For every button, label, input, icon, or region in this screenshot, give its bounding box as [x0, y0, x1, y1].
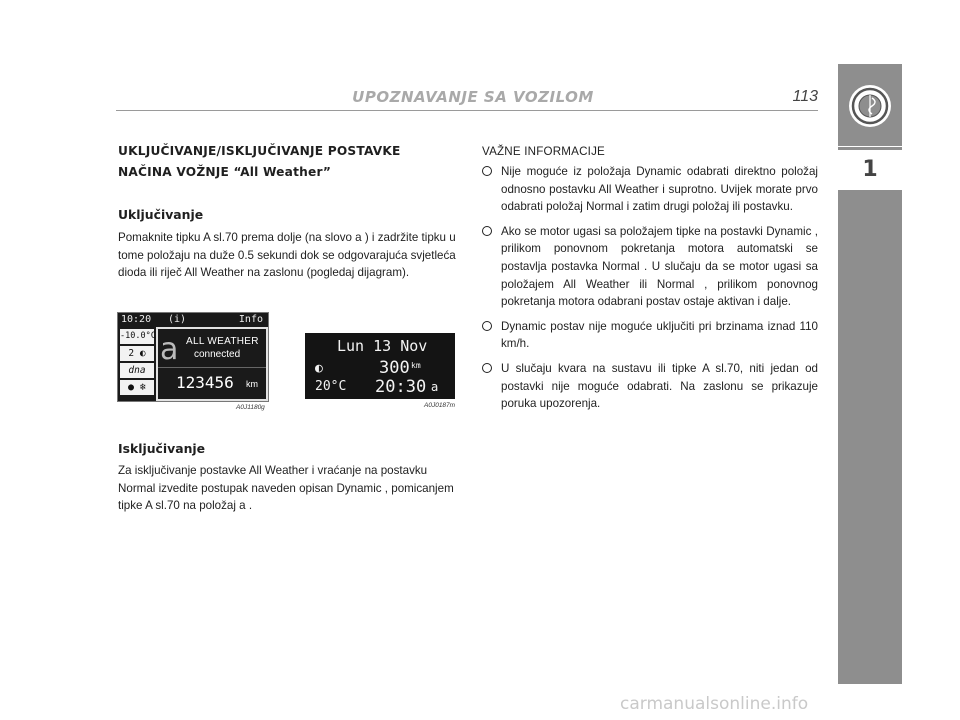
on-subheading: Uključivanje — [118, 207, 204, 222]
list-item — [482, 223, 818, 311]
watermark: carmanualsonline.info — [620, 694, 809, 714]
display2-range: 300 — [379, 358, 410, 378]
display1-odometer-unit: km — [246, 379, 258, 389]
off-paragraph: Za isključivanje postavke All Weather i vraćanje na postavku Normal izvedite postupak naveden opisan Dynamic , pomicanjem tipke A sl.70 na položaj a . — [118, 464, 454, 513]
display1-mode-letter: a — [160, 332, 179, 367]
brand-emblem-icon — [851, 87, 889, 125]
important-info-list — [482, 163, 818, 420]
instrument-display-2 — [305, 333, 455, 399]
display1-gear-indicator — [120, 346, 154, 361]
snowflake-icon: ❄ — [140, 382, 147, 393]
list-item — [482, 360, 818, 413]
display1-divider — [158, 367, 266, 368]
section-heading-line1: UKLJUČIVANJE/ISKLJUČIVANJE POSTAVKE — [118, 144, 401, 158]
headlight-icon: ◐ — [139, 348, 146, 359]
bullet-circle-icon — [482, 363, 492, 373]
running-header-title: UPOZNAVANJE SA VOZILOM — [352, 88, 594, 106]
off-subheading: Isključivanje — [118, 441, 206, 456]
bullet-circle-icon — [482, 226, 492, 236]
display1-info-label: Info — [238, 314, 263, 325]
display2-time: 20:30 — [375, 377, 427, 397]
display1-left-panel — [118, 327, 156, 401]
list-item — [482, 318, 818, 353]
bullet-text: Nije moguće iz položaja Dynamic odabrati direktno položaj odnosno postavku All Weather i suprotno. Uvijek morate prvo odabrati položaj Normal i zatim drugi položaj ili postavku. — [501, 165, 818, 214]
display2-caption: A0J0187m — [424, 402, 456, 409]
bullet-text: Dynamic postav nije moguće uključiti pri brzinama iznad 110 km/h. — [501, 319, 818, 351]
display2-range-unit: km — [411, 361, 421, 370]
display2-fuel-icon: ◐ — [315, 361, 323, 376]
display1-odometer: 123456 — [176, 373, 234, 392]
section-heading — [118, 141, 458, 183]
tab-separator — [838, 146, 902, 147]
display2-date: Lun 13 Nov — [337, 337, 428, 355]
bullet-circle-icon — [482, 321, 492, 331]
car-icon: ● — [127, 382, 134, 393]
bullet-text: Ako se motor ugasi sa položajem tipke na postavki Dynamic , prilikom ponovnom pokretanja motora automatski se postavlja postavka Normal . U slučaju da se motor ugasi sa položajem All Weather ili Normal , prilikom ponovnog pokretanja motora odabrani postav ostaje aktivan i dalje. — [501, 224, 818, 309]
header-rule — [116, 110, 818, 111]
gear-number: 2 — [128, 348, 135, 359]
on-paragraph: Pomaknite tipku A sl.70 prema dolje (na slovo a ) i zadržite tipku u tome položaju na duže 0.5 sekundi dok se odgovarajuća svjetleća dioda ili riječ All Weather na zaslonu (pogledaj dijagram). — [118, 231, 456, 280]
display1-warning-icons — [120, 380, 154, 395]
bullet-circle-icon — [482, 166, 492, 176]
display2-mode-letter: a — [431, 380, 439, 394]
chapter-number: 1 — [838, 150, 902, 190]
important-info-heading: VAŽNE INFORMACIJE — [482, 145, 605, 158]
section-heading-line2: NAČINA VOŽNJE “All Weather” — [118, 165, 332, 179]
display2-temp: 20°C — [315, 379, 347, 394]
display1-top-bar — [118, 313, 268, 327]
display1-mode-line2: connected — [194, 349, 241, 360]
display1-main-panel — [158, 329, 266, 399]
list-item — [482, 163, 818, 216]
display1-time: 10:20 — [121, 314, 152, 325]
display1-caption: A0J1180g — [236, 404, 265, 411]
bullet-text: U slučaju kvara na sustavu ili tipke A sl.70, niti jedan od postavki nije moguće odabrati. Na zaslonu se prikazuje poruka upozorenja. — [501, 361, 818, 411]
brand-logo-icon — [849, 85, 891, 127]
display1-temp: -10.0°C — [120, 329, 154, 344]
instrument-display-1 — [117, 312, 269, 402]
display1-dna-label: dna — [120, 363, 154, 378]
display1-mode-line1: ALL WEATHER — [186, 336, 259, 347]
info-icon: (i) — [168, 314, 187, 325]
page-number: 113 — [792, 88, 818, 105]
